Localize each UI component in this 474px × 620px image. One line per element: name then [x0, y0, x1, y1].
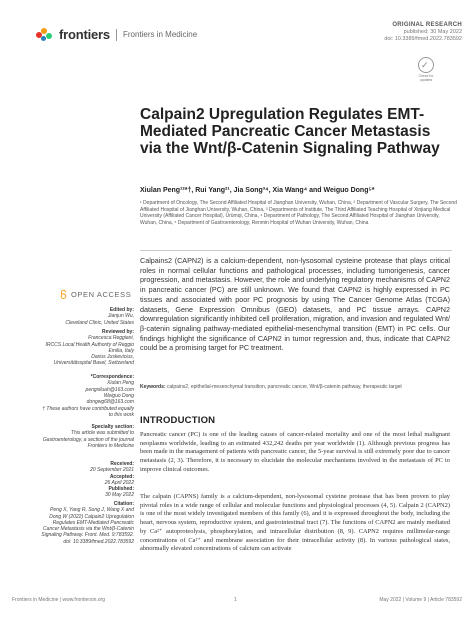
- intro-paragraph-2: The calpain (CAPNS) family is a calcium-dependent, non-lysosomal cysteine protease that has been proven to play pivotal roles in a wide range of cellular and molecular functions and physiological processes (4, 5). Calpain 2 (CAPN2) is one of the most widely investigated members of this family (6), and it is expressed throughout the body, including the heart, nervous system, reproductive system, and gastrointestinal tract (7). The functions of CAPN2 are mainly mediated by Ca²⁺ autoproteolysis, phosphorylation, and intracellular distribution (8, 9). CAPN2 requires millimolar-range concentrations of Ca²⁺ and membrane association for their intracellular activity (8). In various pathological states, abnormally elevated concentrations of calcium can activate: [140, 493, 450, 553]
- article-type: ORIGINAL RESEARCH: [392, 22, 462, 28]
- footer-volume: May 2022 | Volume 9 | Article 783592: [379, 597, 462, 603]
- edited-by-section: [38, 307, 134, 326]
- author-list: Xiulan Peng¹²*†, Rui Yang²¹, Jia Song³⁴, Xia Wang⁴ and Weiguo Dong⁵*: [140, 187, 375, 194]
- keywords: [140, 384, 450, 391]
- check-updates-icon: ✓: [418, 57, 434, 73]
- dates-section: [38, 461, 134, 499]
- accepted-label: Accepted:: [109, 473, 134, 480]
- published-value: 30 May 2022: [105, 492, 134, 499]
- check-for-updates-button[interactable]: [418, 57, 434, 82]
- correspondence-label: *Correspondence:: [90, 374, 134, 380]
- affiliations: ¹ Department of Oncology, The Second Affiliated Hospital of Jianghan University, Wuhan, China, ² Department of Vascular Surgery, The Second Affiliated Hospital of Jianghan University, Wuhan, China, ³ Departments of Institute, The Third Affiliated Teaching Hospital of Xinjiang Medical University (Affiliated Cancer Hospital), Ürümqi, China, ⁴ Department of Pathology, The Second Affiliated Hospital of Jianghan University, Wuhan, China, ⁵ Department of Gastroenterology, Renmin Hospital of Wuhan University, Wuhan, China: [140, 200, 457, 226]
- edited-by-value: Jianjun Wu, Cleveland Clinic, United States: [65, 313, 134, 326]
- citation-section: [38, 501, 134, 545]
- open-access-label: OPEN ACCESS: [71, 290, 132, 299]
- received-value: 20 September 2021: [90, 467, 134, 474]
- keywords-value: calpains2, epithelial-mesenchymal transition, pancreatic cancer, Wnt/β-catenin pathway, therapeutic target: [166, 384, 402, 390]
- abstract: Calpains2 (CAPN2) is a calcium-dependent, non-lysosomal cysteine protease that plays critical roles in normal cellular functions and pathological processes, including tumorigenesis, cancer progression, and metastasis. However, the role and underlying regulatory mechanisms of CAPN2 in pancreatic cancer (PC) are still unknown. We found that CAPN2 is highly expressed in PC tissues and associated with poor PC prognosis by using The Cancer Genome Atlas (TCGA) datasets, Gene Expression Omnibus (GEO) datasets, and PC tissue arrays. CAPN2 downregulation significantly inhibited cell proliferation, migration, and invasion and regulated Wnt/β-catenin signaling pathway-mediated epithelial-mesenchymal transition (EMT) in PC cells. Our findings highlight the significance of CAPN2 in tumor regression and, thus, indicate that CAPN2 could be a promising target for PC treatment.: [140, 256, 450, 353]
- specialty-label: Specialty section:: [91, 424, 134, 430]
- specialty-value: This article was submitted to Gastroenterology, a section of the journal Frontiers in Medicine: [42, 430, 134, 449]
- equal-contribution-note: [38, 406, 134, 419]
- journal-logo[interactable]: [36, 27, 197, 42]
- check-updates-label: Check for updates: [418, 74, 434, 82]
- correspondence-section: [38, 374, 134, 405]
- divider: [140, 250, 452, 251]
- published-label: Published:: [108, 486, 134, 493]
- footer-journal[interactable]: Frontiers in Medicine | www.frontiersin.org: [12, 597, 105, 603]
- open-access-badge[interactable]: [60, 290, 131, 299]
- edited-by-label: Edited by:: [109, 307, 134, 313]
- specialty-section: [38, 424, 134, 449]
- logo-divider: [116, 29, 117, 41]
- citation-label: Citation:: [113, 501, 134, 507]
- reviewed-by-value: Francesca Reggiani, IRCCS Local Health Authority of Reggio Emilia, Italy Darius Juskevicius, Universitätsspital Basel, Switzerland: [45, 335, 134, 367]
- published-date: published: 30 May 2022: [403, 29, 462, 35]
- brand-name: frontiers: [59, 27, 110, 42]
- citation-value[interactable]: Peng X, Yang R, Song J, Wang X and Dong W (2022) Calpain2 Upregulation Regulates EMT-Mediated Pancreatic Cancer Metastasis via the Wnt/β-Catenin Signaling Pathway. Front. Med. 9:783592. doi: 10.3389/fmed.2022.783592: [41, 507, 134, 545]
- frontiers-logo-icon: [36, 28, 56, 42]
- journal-name: Frontiers in Medicine: [122, 30, 198, 39]
- received-label: Received:: [110, 461, 134, 467]
- introduction-heading: INTRODUCTION: [140, 415, 216, 426]
- open-lock-icon: [60, 290, 67, 299]
- reviewed-by-label: Reviewed by:: [102, 329, 134, 335]
- equal-contribution-text: † These authors have contributed equally to this work: [42, 406, 134, 419]
- page-number: 1: [234, 597, 237, 603]
- accepted-value: 26 April 2022: [104, 479, 134, 486]
- keywords-label: Keywords:: [140, 384, 166, 390]
- doi[interactable]: doi: 10.3389/fmed.2022.783592: [384, 36, 462, 42]
- intro-paragraph-1: Pancreatic cancer (PC) is one of the leading causes of cancer-related mortality and one of the most lethal malignant neoplasms worldwide, leading to an estimated 432,242 deaths per year worldwide (1). Although previous progress has been made in the management of patients with pancreatic cancer, the 5-year survival is still extremely poor due to cancer metastasis (2, 3). Therefore, it is necessary to elucidate the molecular mechanisms involved in the metastasis of PC to improve clinical outcomes.: [140, 431, 450, 473]
- correspondence-value[interactable]: Xiulan Peng pengxiluah@163.com Weiguo Dong dongwg68@163.com: [85, 380, 134, 406]
- reviewed-by-section: [38, 329, 134, 367]
- article-meta: [384, 22, 462, 43]
- article-title: Calpain2 Upregulation Regulates EMT-Mediated Pancreatic Cancer Metastasis via the Wnt/β-Catenin Signaling Pathway: [140, 106, 440, 157]
